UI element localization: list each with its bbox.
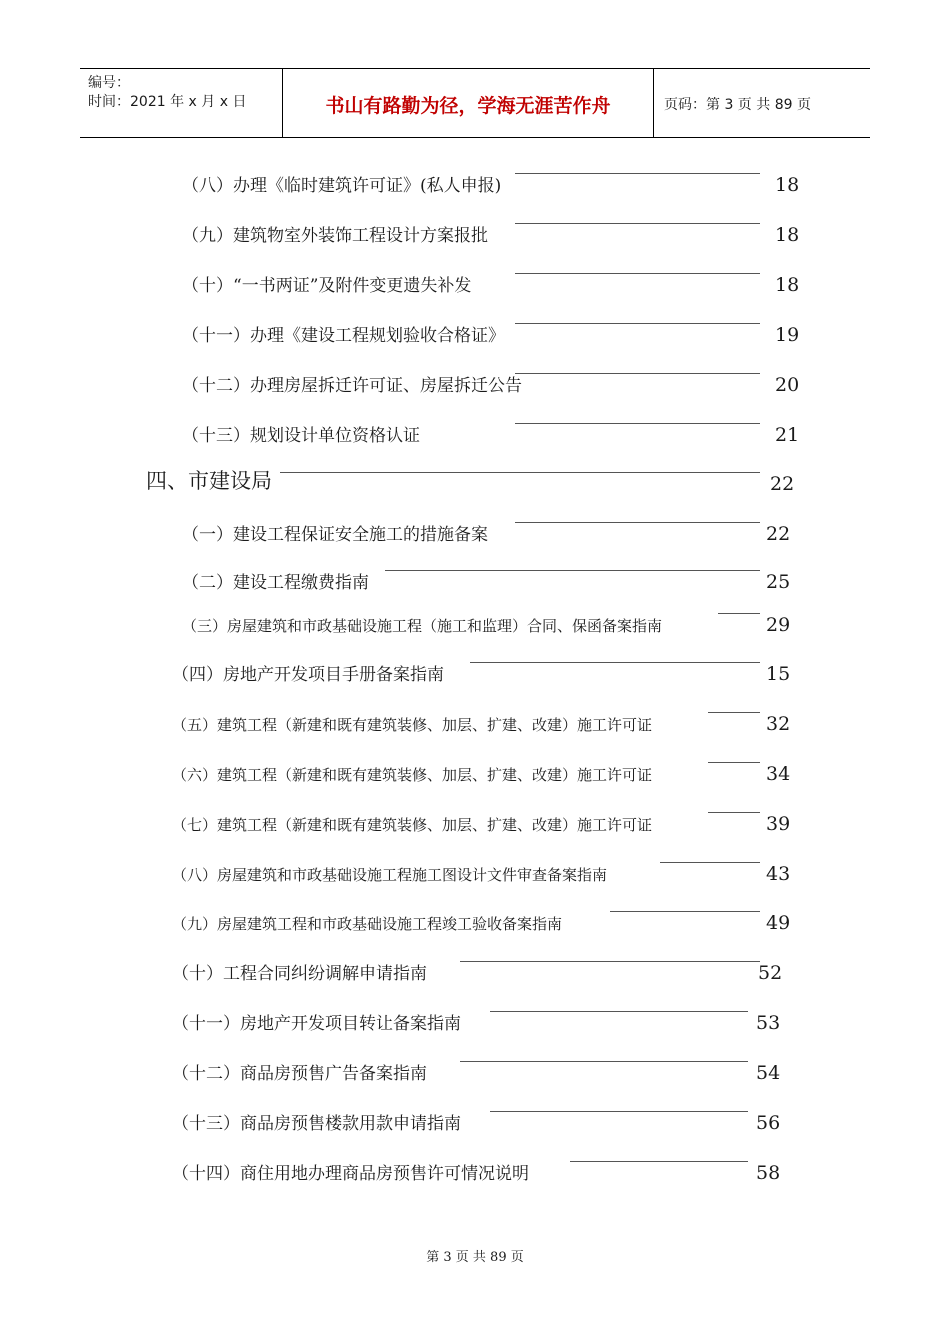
- toc-entry[interactable]: [172, 958, 800, 988]
- toc-entry[interactable]: [172, 809, 800, 839]
- toc-entry-page-number: 34: [766, 763, 791, 785]
- toc-leader-line: [490, 1111, 748, 1112]
- toc-entry-page-number: 20: [775, 374, 800, 396]
- toc-leader-line: [460, 1061, 748, 1062]
- toc-entry-title: （十二）商品房预售广告备案指南: [172, 1064, 427, 1084]
- toc-entry[interactable]: [182, 519, 800, 549]
- toc-entry-title: （八）办理《临时建筑许可证》(私人申报): [182, 176, 502, 196]
- toc-entry[interactable]: [172, 908, 800, 938]
- toc-entry-title: （十三）商品房预售楼款用款申请指南: [172, 1114, 461, 1134]
- toc-entry-title: （九）房屋建筑工程和市政基础设施工程竣工验收备案指南: [172, 915, 563, 933]
- toc-entry-page-number: 25: [766, 571, 791, 593]
- toc-entry-title: （十一）房地产开发项目转让备案指南: [172, 1014, 461, 1034]
- toc-entry[interactable]: [146, 469, 800, 499]
- toc-leader-line: [515, 373, 760, 374]
- toc-leader-line: [515, 173, 760, 174]
- toc-entry-title: （九）建筑物室外装饰工程设计方案报批: [182, 226, 488, 246]
- toc-entry[interactable]: [182, 270, 800, 300]
- toc-entry-title: （十）“一书两证”及附件变更遗失补发: [182, 276, 472, 296]
- toc-entry[interactable]: [182, 170, 800, 200]
- toc-entry-title: （八）房屋建筑和市政基础设施工程施工图设计文件审查备案指南: [172, 866, 608, 884]
- header-page-info: 页码：第 3 页 共 89 页: [664, 97, 811, 113]
- toc-entry-page-number: 19: [775, 324, 800, 346]
- header-meta-cell: [80, 69, 283, 137]
- toc-entry-title: （五）建筑工程（新建和既有建筑装修、加层、扩建、改建）施工许可证: [172, 716, 653, 734]
- toc-entry-title: （二）建设工程缴费指南: [182, 573, 369, 593]
- toc-entry-title: （七）建筑工程（新建和既有建筑装修、加层、扩建、改建）施工许可证: [172, 816, 653, 834]
- toc-leader-line: [515, 423, 760, 424]
- toc-entry-page-number: 22: [766, 523, 791, 545]
- toc-entry-page-number: 21: [775, 424, 800, 446]
- toc-entry-page-number: 49: [766, 912, 791, 934]
- toc-leader-line: [718, 613, 760, 614]
- toc-entry-page-number: 39: [766, 813, 791, 835]
- toc-entry[interactable]: [172, 709, 800, 739]
- toc-entry-page-number: 52: [758, 962, 783, 984]
- toc-entry-page-number: 32: [766, 713, 791, 735]
- toc-entry-page-number: 18: [775, 274, 800, 296]
- toc-entry[interactable]: [172, 1058, 800, 1088]
- toc-leader-line: [708, 712, 760, 713]
- toc-leader-line: [515, 273, 760, 274]
- toc-leader-line: [515, 522, 760, 523]
- toc-leader-line: [708, 762, 760, 763]
- toc-entry-page-number: 56: [756, 1112, 781, 1134]
- toc-entry[interactable]: [172, 1008, 800, 1038]
- toc-entry-title: （四）房地产开发项目手册备案指南: [172, 665, 444, 685]
- toc-entry-title: 四、市建设局: [146, 469, 272, 493]
- toc-entry-page-number: 58: [756, 1162, 781, 1184]
- toc-entry-title: （十四）商住用地办理商品房预售许可情况说明: [172, 1164, 529, 1184]
- toc-leader-line: [610, 911, 760, 912]
- toc-entry[interactable]: [172, 659, 800, 689]
- toc-entry-page-number: 54: [756, 1062, 781, 1084]
- page-footer: 第 3 页 共 89 页: [426, 1250, 524, 1265]
- toc-entry-page-number: 29: [766, 614, 791, 636]
- toc-entry[interactable]: [172, 859, 800, 889]
- toc-entry-title: （六）建筑工程（新建和既有建筑装修、加层、扩建、改建）施工许可证: [172, 766, 653, 784]
- toc-entry-title: （一）建设工程保证安全施工的措施备案: [182, 525, 488, 545]
- toc-leader-line: [708, 812, 760, 813]
- toc-entry-title: （十三）规划设计单位资格认证: [182, 426, 420, 446]
- toc-leader-line: [280, 472, 760, 473]
- toc-leader-line: [385, 570, 760, 571]
- toc-leader-line: [660, 862, 760, 863]
- toc-leader-line: [470, 662, 760, 663]
- toc-entry[interactable]: [182, 567, 800, 597]
- toc-entry[interactable]: [182, 610, 800, 640]
- toc-entry-title: （十二）办理房屋拆迁许可证、房屋拆迁公告: [182, 376, 522, 396]
- toc-leader-line: [515, 223, 760, 224]
- toc-leader-line: [460, 961, 760, 962]
- toc-entry-title: （三）房屋建筑和市政基础设施工程（施工和监理）合同、保函备案指南: [182, 617, 663, 635]
- toc-entry-title: （十一）办理《建设工程规划验收合格证》: [182, 326, 505, 346]
- header-motto: 书山有路勤为径，学海无涯苦作舟: [325, 95, 611, 117]
- toc-entry[interactable]: [172, 759, 800, 789]
- toc-entry[interactable]: [172, 1158, 800, 1188]
- toc-entry-title: （十）工程合同纠纷调解申请指南: [172, 964, 427, 984]
- toc-leader-line: [490, 1011, 748, 1012]
- toc-entry-page-number: 53: [756, 1012, 781, 1034]
- toc-entry-page-number: 18: [775, 224, 800, 246]
- toc-entry[interactable]: [172, 1108, 800, 1138]
- toc-entry[interactable]: [182, 370, 800, 400]
- header-page-cell: [654, 69, 870, 137]
- toc-entry-page-number: 15: [766, 663, 791, 685]
- document-code-label: 编号：: [88, 75, 130, 91]
- toc-leader-line: [570, 1161, 748, 1162]
- toc-entry[interactable]: [182, 420, 800, 450]
- page-header: [80, 68, 870, 138]
- header-motto-cell: [283, 69, 654, 137]
- toc-entry[interactable]: [182, 320, 800, 350]
- toc-leader-line: [515, 323, 760, 324]
- toc-entry[interactable]: [182, 220, 800, 250]
- toc-entry-page-number: 22: [770, 473, 795, 495]
- toc-entry-page-number: 43: [766, 863, 791, 885]
- document-date: 时间：2021 年 x 月 x 日: [88, 94, 247, 110]
- toc-entry-page-number: 18: [775, 174, 800, 196]
